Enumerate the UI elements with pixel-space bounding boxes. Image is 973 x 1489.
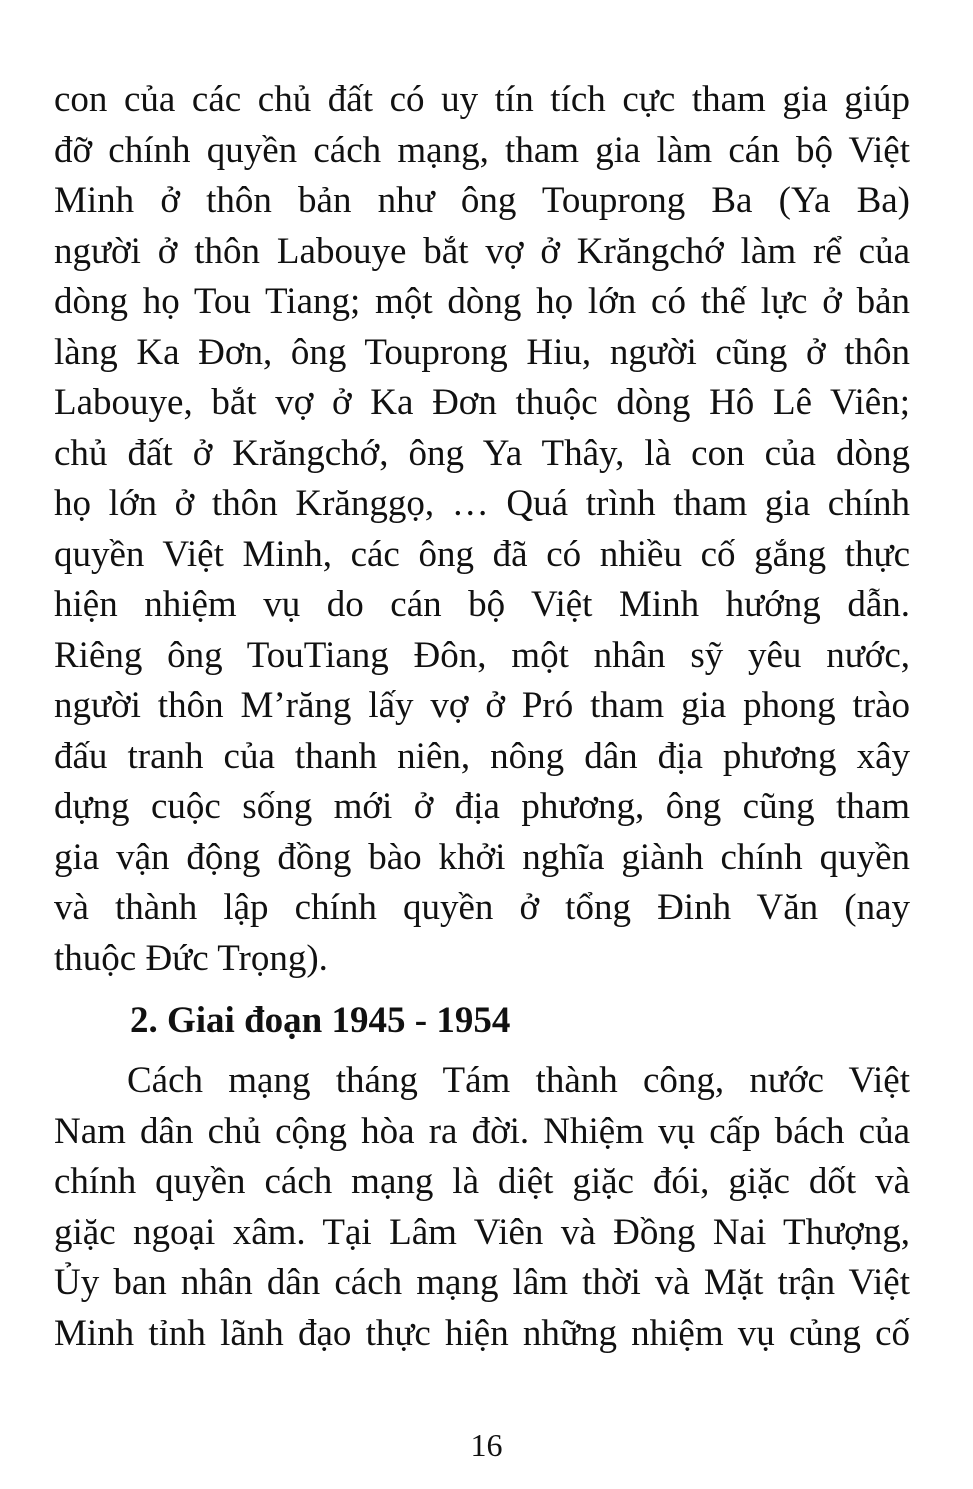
paragraph-1-line: làng Ka Đơn, ông Touprong Hiu, người cũng ở thôn (54, 331, 910, 373)
paragraph-1 (54, 75, 910, 984)
paragraph-1-line: dựng cuộc sống mới ở địa phương, ông cũng tham (54, 786, 910, 827)
paragraph-2-line: Ủy ban nhân dân cách mạng lâm thời và Mặt trận Việt (54, 1262, 910, 1303)
paragraph-1-line: chủ đất ở Krăngchớ, ông Ya Thây, là con của dòng (54, 432, 910, 474)
paragraph-1-line: và thành lập chính quyền ở tổng Đinh Văn (nay (54, 887, 910, 928)
paragraph-1-line: con của các chủ đất có uy tín tích cực tham gia giúp (54, 79, 910, 120)
paragraph-1-line: đấu tranh của thanh niên, nông dân địa phương xây (54, 735, 910, 777)
paragraph-1-line: thuộc Đức Trọng). (54, 937, 328, 979)
page-number: 16 (470, 1427, 503, 1463)
paragraph-2-line: giặc ngoại xâm. Tại Lâm Viên và Đồng Nai Thượng, (54, 1211, 910, 1253)
paragraph-1-line: họ lớn ở thôn Krănggọ, … Quá trình tham gia chính (54, 483, 910, 524)
paragraph-1-line: dòng họ Tou Tiang; một dòng họ lớn có thế lực ở bản (54, 281, 910, 322)
paragraph-1-line: Riêng ông TouTiang Đôn, một nhân sỹ yêu nước, (54, 634, 910, 676)
paragraph-1-line: người thôn M’răng lấy vợ ở Pró tham gia phong trào (54, 685, 910, 726)
paragraph-1-line: quyền Việt Minh, các ông đã có nhiều cố gắng thực (54, 533, 910, 575)
paragraph-1-line: Labouye, bắt vợ ở Ka Đơn thuộc dòng Hô Lê Viên; (54, 382, 910, 423)
paragraph-1-line: Minh ở thôn bản như ông Touprong Ba (Ya Ba) (54, 180, 910, 221)
section-heading: 2. Giai đoạn 1945 - 1954 (130, 1000, 511, 1041)
paragraph-2-line: Nam dân chủ cộng hòa ra đời. Nhiệm vụ cấp bách của (54, 1110, 910, 1152)
paragraph-2 (54, 1056, 910, 1359)
paragraph-1-line: gia vận động đồng bào khởi nghĩa giành chính quyền (54, 836, 910, 878)
paragraph-2-line: Cách mạng tháng Tám thành công, nước Việt (127, 1060, 910, 1101)
paragraph-1-line: hiện nhiệm vụ do cán bộ Việt Minh hướng dẫn. (54, 584, 910, 625)
paragraph-2-line: chính quyền cách mạng là diệt giặc đói, giặc dốt và (54, 1161, 910, 1202)
paragraph-1-line: người ở thôn Labouye bắt vợ ở Krăngchớ làm rể của (54, 230, 910, 272)
paragraph-1-line: đỡ chính quyền cách mạng, tham gia làm cán bộ Việt (54, 129, 910, 171)
paragraph-2-line: Minh tỉnh lãnh đạo thực hiện những nhiệm vụ củng cố (54, 1312, 910, 1354)
